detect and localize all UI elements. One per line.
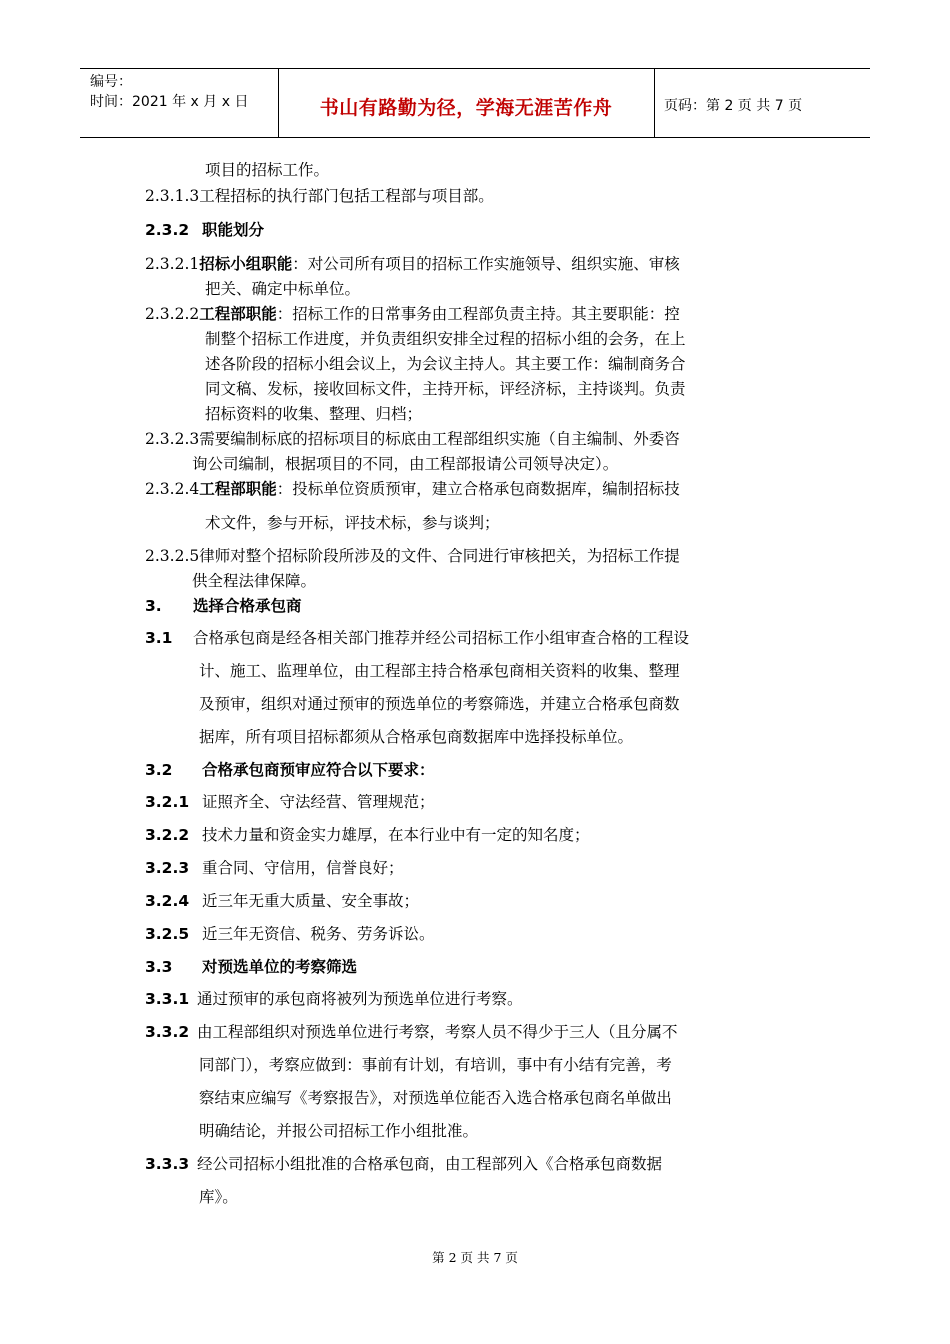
time-label: 时间：2021 年 x 月 x 日 [90,94,249,110]
clause-2-3-2-3: 2.3.2.3需要编制标底的招标项目的标底由工程部组织实施（自主编制、外委咨 [145,430,680,448]
body-line: 明确结论，并报公司招标工作小组批准。 [199,1122,479,1140]
body-line: 同部门），考察应做到：事前有计划，有培训，事中有小结有完善，考 [199,1056,672,1074]
clause-3-2: 3.2 合格承包商预审应符合以下要求： [145,761,435,779]
section-heading-3: 3. 选择合格承包商 [145,597,302,615]
clause-3-2-4: 3.2.4 近三年无重大质量、安全事故； [145,892,420,910]
body-line: 项目的招标工作。 [205,161,330,179]
clause-2-3-2-2: 2.3.2.2工程部职能：招标工作的日常事务由工程部负责主持。其主要职能：控 [145,305,680,323]
body-line: 察结束应编写《考察报告》，对预选单位能否入选合格承包商名单做出 [199,1089,672,1107]
header-motto: 书山有路勤为径，学海无涯苦作舟 [319,97,613,119]
body-line: 询公司编制，根据项目的不同，由工程部报请公司领导决定）。 [192,455,619,473]
clause-3-2-3: 3.2.3 重合同、守信用，信誉良好； [145,859,404,877]
body-line: 术文件，参与开标，评技术标，参与谈判； [205,514,500,532]
header-pager: 页码：第 2 页 共 7 页 [664,98,803,114]
clause-2-3-2-5: 2.3.2.5律师对整个招标阶段所涉及的文件、合同进行审核把关，为招标工作提 [145,547,680,565]
page-footer: 第 2 页 共 7 页 [432,1250,518,1265]
body-line: 计、施工、监理单位，由工程部主持合格承包商相关资料的收集、整理 [199,662,680,680]
body-line: 招标资料的收集、整理、归档； [205,405,423,423]
clause-3-3-1: 3.3.1 通过预审的承包商将被列为预选单位进行考察。 [145,990,523,1008]
clause-3-3-3: 3.3.3 经公司招标小组批准的合格承包商，由工程部列入《合格承包商数据 [145,1155,663,1173]
page-header [80,68,870,138]
section-heading-2-3-2: 2.3.2 职能划分 [145,221,265,239]
clause-3-2-2: 3.2.2 技术力量和资金实力雄厚，在本行业中有一定的知名度； [145,826,590,844]
serial-label: 编号： [90,74,132,90]
header-divider [654,69,655,137]
clause-2-3-1-3: 2.3.1.3工程招标的执行部门包括工程部与项目部。 [145,187,494,205]
body-line: 同文稿、发标，接收回标文件，主持开标，评经济标，主持谈判。负责 [205,380,686,398]
body-line: 供全程法律保障。 [192,572,317,590]
clause-3-3-2: 3.3.2 由工程部组织对预选单位进行考察，考察人员不得少于三人（且分属不 [145,1023,678,1041]
clause-2-3-2-1: 2.3.2.1招标小组职能：对公司所有项目的招标工作实施领导、组织实施、审核 [145,255,680,273]
clause-2-3-2-4: 2.3.2.4工程部职能：投标单位资质预审，建立合格承包商数据库，编制招标技 [145,480,680,498]
body-line: 把关、确定中标单位。 [205,280,361,298]
header-info [90,72,248,112]
body-line: 及预审，组织对通过预审的预选单位的考察筛选，并建立合格承包商数 [199,695,680,713]
body-line: 制整个招标工作进度，并负责组织安排全过程的招标小组的会务，在上 [205,330,686,348]
body-line: 述各阶段的招标小组会议上，为会议主持人。其主要工作：编制商务合 [205,355,686,373]
clause-3-1: 3.1 合格承包商是经各相关部门推荐并经公司招标工作小组审查合格的工程设 [145,629,690,647]
body-line: 库》。 [199,1188,238,1206]
clause-3-2-1: 3.2.1 证照齐全、守法经营、管理规范； [145,793,435,811]
clause-3-3: 3.3 对预选单位的考察筛选 [145,958,358,976]
body-line: 据库，所有项目招标都须从合格承包商数据库中选择投标单位。 [199,728,634,746]
clause-3-2-5: 3.2.5 近三年无资信、税务、劳务诉讼。 [145,925,435,943]
